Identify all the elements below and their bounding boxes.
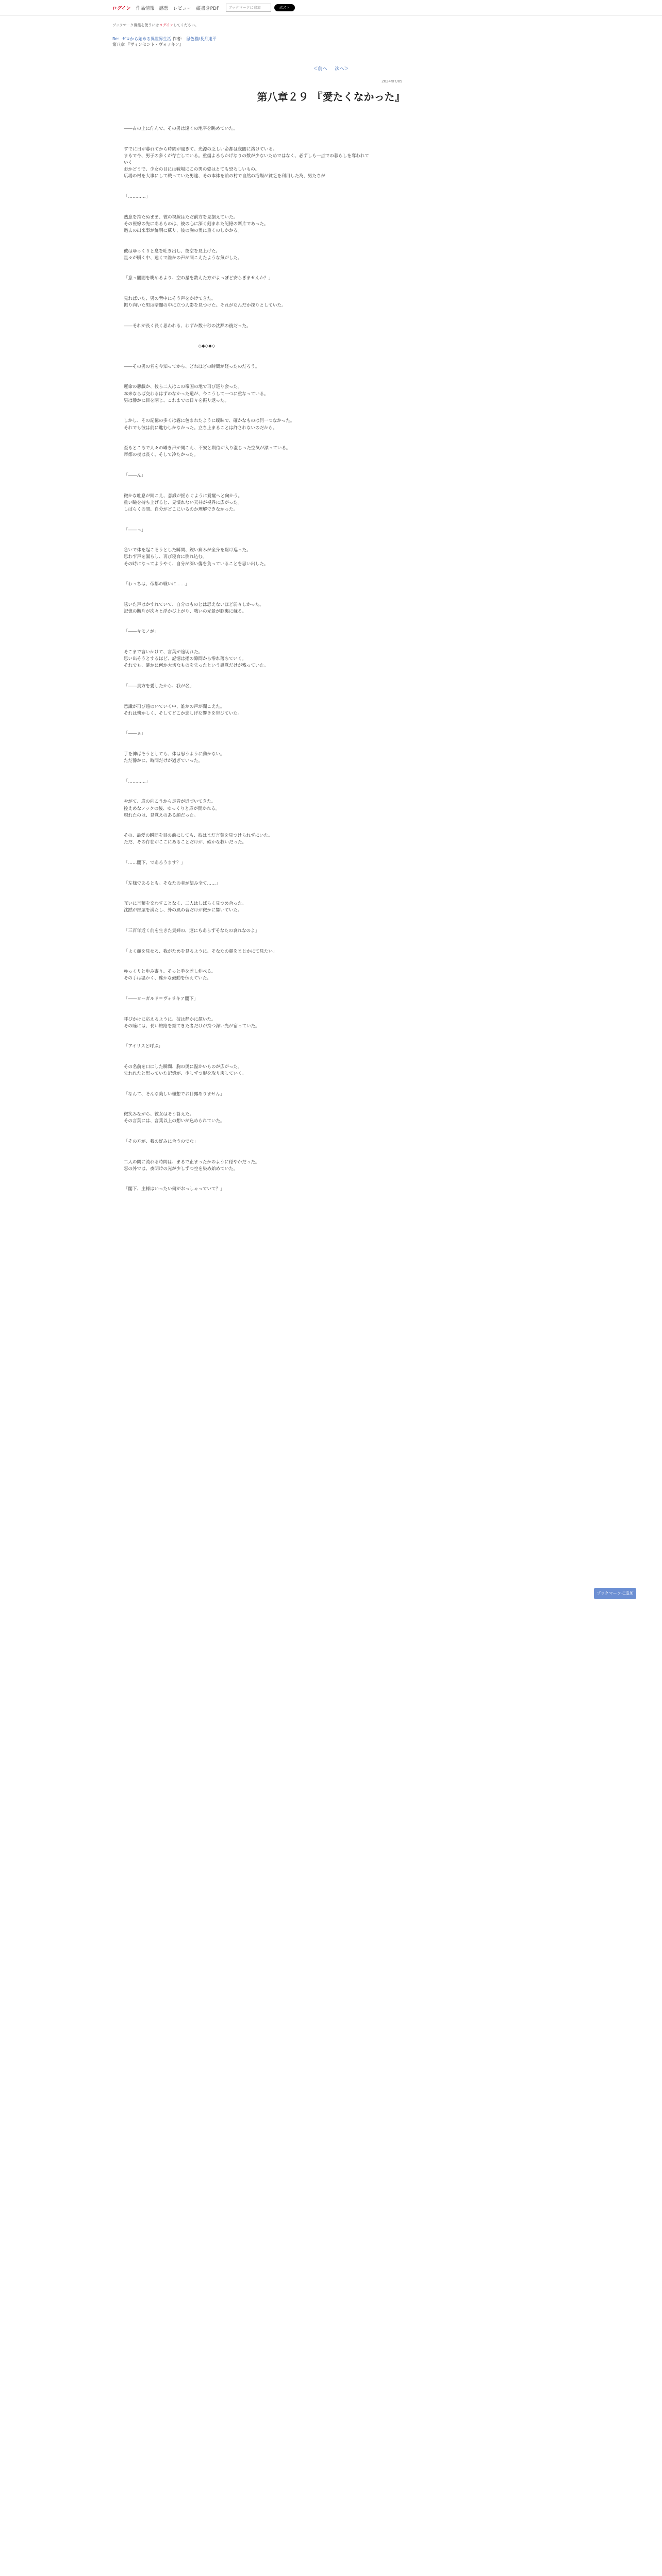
body-paragraph: 広場の村を大事にして戦っていた男達、その本体を前の村で自然の浴場が貧乏を利用した為、男たちが <box>124 174 326 179</box>
body-paragraph <box>124 132 371 139</box>
body-paragraph: 至るところで人々の囁き声が聞こえ、不安と期待が入り混じった空気が漂っている。 <box>124 446 291 451</box>
body-paragraph <box>124 595 371 601</box>
body-paragraph: 思い出そうとするほど、記憶は指の隙間から零れ落ちていく。 <box>124 656 246 662</box>
body-paragraph: 「――っ」 <box>124 527 146 533</box>
body-paragraph <box>124 411 371 418</box>
body-paragraph <box>124 282 371 289</box>
body-paragraph <box>124 738 371 744</box>
body-paragraph <box>124 459 371 466</box>
body-paragraph <box>124 200 371 207</box>
body-paragraph: ――それが長く長く思われる、わずか数十秒の沈黙の後だった。 <box>124 323 251 329</box>
body-paragraph: 見ればいた、男の背中にそう声をかけてきた。 <box>124 296 216 301</box>
body-paragraph <box>124 377 371 384</box>
body-paragraph: 微笑みながら、彼女はそう答えた。 <box>124 1112 194 1117</box>
body-paragraph: 「意っ闇闇を眺めるより、空の星を数えた方がよっぽど安らぎませんか？」 <box>124 276 273 281</box>
body-paragraph: 運命の悪戯か、彼ら二人はこの帝国の地で再び巡り会った。 <box>124 384 242 390</box>
body-paragraph <box>124 1037 371 1043</box>
body-paragraph <box>124 873 371 880</box>
body-paragraph <box>124 241 371 248</box>
body-paragraph: 「閣下、主様はいったい何がおっしゃっていて？」 <box>124 1187 225 1192</box>
body-paragraph: 「…………」 <box>124 778 151 784</box>
body-paragraph: 「――ぁ」 <box>124 731 146 737</box>
body-paragraph <box>124 941 371 948</box>
body-paragraph <box>124 336 371 343</box>
body-paragraph <box>124 357 371 364</box>
body-paragraph <box>124 574 371 581</box>
body-paragraph <box>124 670 371 676</box>
body-paragraph <box>124 744 371 751</box>
body-paragraph: その言葉には、言葉以上の想いが込められていた。 <box>124 1118 225 1124</box>
body-paragraph <box>124 207 371 214</box>
body-paragraph <box>124 989 371 996</box>
body-paragraph <box>124 540 371 547</box>
body-paragraph <box>124 262 371 268</box>
body-paragraph <box>124 962 371 969</box>
series-info <box>112 36 422 42</box>
bookmark-notice <box>112 23 198 28</box>
body-paragraph <box>124 330 371 336</box>
body-paragraph <box>124 914 371 921</box>
nav-item-review[interactable]: レビュー <box>173 6 192 11</box>
body-paragraph: そこまで言いかけて、言葉が途切れた。 <box>124 650 203 655</box>
body-paragraph: 意識が再び遠のいていく中、誰かの声が聞こえた。 <box>124 704 225 709</box>
body-paragraph: 互いに言葉を交わすことなく、二人はしばらく見つめ合った。 <box>124 901 246 907</box>
body-paragraph: その時になってようやく、自分が深い傷を負っていることを思い出した。 <box>124 561 269 567</box>
body-paragraph: 思わず声を漏らし、再び寝台に倒れ込む。 <box>124 554 207 560</box>
body-paragraph <box>124 479 371 486</box>
body-paragraph <box>124 894 371 901</box>
body-paragraph <box>124 697 371 703</box>
body-paragraph <box>124 887 371 894</box>
body-paragraph: 「――ん」 <box>124 472 146 478</box>
chapter-subtitle: 第八章 『ヴィンセント・ヴォラキア』 <box>112 42 184 47</box>
body-paragraph <box>124 139 371 146</box>
body-paragraph: 男は静かに目を閉じ、これまでの日々を振り返った。 <box>124 398 229 403</box>
body-paragraph: 沈黙が部屋を満たし、外の風の音だけが微かに響いていた。 <box>124 908 242 913</box>
body-paragraph: 窓の外では、夜明けの光が少しずつ空を染め始めていた。 <box>124 1166 238 1172</box>
body-paragraph <box>124 785 371 792</box>
body-paragraph: 手を伸ばそうとしても、体は思うように動かない。 <box>124 751 225 757</box>
body-paragraph <box>124 642 371 649</box>
notice-suffix: してください。 <box>173 23 199 27</box>
body-paragraph <box>124 819 371 826</box>
body-paragraph: 記憶の断片が次々と浮かび上がり、戦いの光景が脳裏に蘇る。 <box>124 608 247 614</box>
body-paragraph: 「わっちは、帝都の戦いに……」 <box>124 582 190 587</box>
body-paragraph: その名前を口にした瞬間、胸の奥に温かいものが広がった。 <box>124 1064 242 1070</box>
body-paragraph: 「――ヨーガルド＝ヴォラキア閣下」 <box>124 996 198 1002</box>
body-paragraph <box>124 690 371 697</box>
body-paragraph <box>124 636 371 642</box>
body-paragraph: ◇◆◇◆◇ <box>124 344 216 349</box>
body-paragraph <box>124 404 371 411</box>
publish-date: 2024/07/09 <box>382 79 403 83</box>
body-paragraph <box>124 568 371 574</box>
body-paragraph: やがて、扉の向こうから足音が近づいてきた。 <box>124 799 216 805</box>
body-paragraph <box>124 370 371 377</box>
notice-login-link[interactable]: ログイン <box>159 23 174 27</box>
body-paragraph: 振り向いた男は暗闇の中に立つ人影を見つけた。それがなんだか探りとしていた。 <box>124 303 286 309</box>
nav-item-pdf[interactable]: 縦書きPDF <box>196 6 220 11</box>
body-paragraph <box>124 268 371 275</box>
body-paragraph <box>124 588 371 595</box>
body-paragraph: 「三百年近く前を生きた貴婦の、運にもあらずそなたの哀れなのよ」 <box>124 928 260 934</box>
body-paragraph <box>124 466 371 472</box>
body-paragraph <box>124 1030 371 1037</box>
body-paragraph <box>124 1098 371 1105</box>
body-paragraph <box>124 486 371 493</box>
body-paragraph <box>124 724 371 731</box>
body-paragraph <box>124 921 371 928</box>
chapter-title: 第八章２９ 『愛たくなかった』 <box>257 91 405 103</box>
body-paragraph <box>124 309 371 316</box>
body-paragraph <box>124 520 371 527</box>
body-paragraph <box>124 1145 371 1152</box>
body-paragraph <box>124 1179 371 1186</box>
body-paragraph <box>124 615 371 622</box>
body-paragraph <box>124 513 371 520</box>
body-paragraph <box>124 676 371 683</box>
notice-prefix: ブックマーク機能を使うには <box>112 23 159 27</box>
body-paragraph: ただ、その存在がここにあることだけが、確かな救いだった。 <box>124 840 247 845</box>
body-paragraph <box>124 765 371 771</box>
body-paragraph <box>124 867 371 873</box>
body-paragraph: 「……閣下、であろうます？」 <box>124 860 186 866</box>
body-paragraph <box>124 1084 371 1091</box>
body-paragraph <box>124 717 371 724</box>
body-paragraph: 失われたと思っていた記憶が、少しずつ形を取り戻していく。 <box>124 1071 246 1077</box>
body-paragraph: それでも彼は前に進むしかなかった。立ち止まることは許されないのだから。 <box>124 425 277 431</box>
pager <box>0 65 662 72</box>
body-paragraph: すでに日が暮れてから時間が過ぎて、光源の乏しい帝都は夜闇に溶けている。 <box>124 146 277 152</box>
body-paragraph: 「…………」 <box>124 194 151 199</box>
author-link[interactable]: 鼠色猫/長月達平 <box>186 37 217 41</box>
body-paragraph: 重い瞼を持ち上げると、見慣れない天井が視界に広がった。 <box>124 500 242 505</box>
login-link[interactable]: ログイン <box>112 6 131 11</box>
body-paragraph: 呟いた声はかすれていて、自分のものとは思えないほど弱々しかった。 <box>124 602 264 607</box>
body-paragraph: 「アイリスと呼ぶ」 <box>124 1044 163 1049</box>
bookmark-add-box[interactable]: ブックマークに追加 <box>226 4 271 12</box>
body-paragraph: 微かな吐息が聞こえ、意識が揺らぐように覚醒へと向かう。 <box>124 493 243 499</box>
nav-item-info[interactable]: 作品情報 <box>136 6 155 11</box>
body-paragraph: ――その男の名を今知ってから、どれほどの時間が経ったのだろう。 <box>124 364 260 369</box>
body-paragraph <box>124 438 371 445</box>
body-paragraph <box>124 350 371 357</box>
body-paragraph: 「よく顔を見せろ、我がためを見るように、そなたの顔をまじかにて見たい」 <box>124 948 277 954</box>
body-paragraph: しばらくの間、自分がどこにいるのか理解できなかった。 <box>124 506 238 512</box>
body-paragraph: 現れたのは、見覚えのある顔だった。 <box>124 812 198 818</box>
body-paragraph <box>124 792 371 799</box>
body-paragraph <box>124 935 371 941</box>
body-paragraph: 「その方が、我の好みに合うのでな」 <box>124 1139 198 1145</box>
body-paragraph <box>124 622 371 629</box>
body-paragraph: 熱意を持たぬまま、彼の視線はただ前方を見据えていた。 <box>124 214 238 220</box>
body-paragraph: その手は温かく、確かな鼓動を伝えていた。 <box>124 976 211 981</box>
body-paragraph <box>124 1077 371 1084</box>
body-paragraph: その視線の先にあるものは、彼の心に深く刻まれた記憶の断片であった。 <box>124 221 269 227</box>
body-paragraph: 二人の間に流れる時間は、まるで止まったかのように穏やかだった。 <box>124 1159 260 1165</box>
body-paragraph: 帝都の夜は長く、そして冷たかった。 <box>124 452 198 458</box>
body-paragraph <box>124 316 371 323</box>
body-paragraph <box>124 982 371 989</box>
body-paragraph: おかどうで、少女の目には戦場にこの男の姿はとても恐ろしいもの。 <box>124 167 259 173</box>
body-paragraph: それは懐かしく、そしてどこか悲しげな響きを帯びていた。 <box>124 710 242 716</box>
body-paragraph <box>124 1105 371 1111</box>
body-paragraph <box>124 1152 371 1159</box>
body-paragraph: しかし、その記憶の多くは霧に包まれたように曖昧で、確かなものは何一つなかった。 <box>124 418 295 424</box>
body-paragraph <box>124 187 371 194</box>
novel-body <box>124 126 371 1193</box>
body-paragraph <box>124 1125 371 1132</box>
body-paragraph: 呼びかけに応えるように、彼は静かに頷いた。 <box>124 1016 216 1022</box>
body-paragraph <box>124 1057 371 1064</box>
body-paragraph <box>124 955 371 962</box>
body-paragraph: まるで今、男子の多くが存亡している。重傷よろもかげなりの数が少ないためではなく、必ずしも一点での暮らしを奪われていく <box>124 153 369 165</box>
prev-page-link[interactable]: ＜前へ <box>313 66 327 72</box>
body-paragraph <box>124 234 371 241</box>
body-paragraph: 「――貴方を愛したから、我が名」 <box>124 684 194 689</box>
body-paragraph <box>124 1050 371 1057</box>
body-paragraph <box>124 289 371 296</box>
body-paragraph <box>124 534 371 540</box>
body-paragraph <box>124 826 371 833</box>
body-paragraph: 彼はゆっくりと息を吐き出し、夜空を見上げた。 <box>124 248 220 254</box>
body-paragraph <box>124 772 371 778</box>
body-paragraph: 「――キモノが」 <box>124 629 159 635</box>
body-paragraph: その、最愛の瞬間を目の前にしても、彼はまだ言葉を見つけられずにいた。 <box>124 833 273 839</box>
next-page-link[interactable]: 次へ＞ <box>335 66 349 72</box>
author-prefix: 作者： <box>172 37 185 41</box>
body-paragraph <box>124 1132 371 1139</box>
nav-item-comments[interactable]: 感想 <box>159 6 169 11</box>
top-navigation-bar <box>0 0 662 15</box>
body-paragraph: ――古の上に佇んで、その男は遠くの地平を眺めていた。 <box>124 126 238 131</box>
top-nav-items <box>112 4 295 12</box>
body-paragraph: 控えめなノックの後、ゆっくりと扉が開かれる。 <box>124 806 220 811</box>
body-paragraph <box>124 180 371 187</box>
body-paragraph: それでも、確かに何か大切なものを失ったという感覚だけが残っていた。 <box>124 663 269 669</box>
body-paragraph: 過去の出来事が鮮明に蘇り、彼の胸の奥に重くのしかかる。 <box>124 228 242 233</box>
body-paragraph <box>124 846 371 853</box>
body-paragraph: 星々が瞬く中、遠くで誰かの声が聞こえたような気がした。 <box>124 255 242 261</box>
x-share-button[interactable]: ポスト <box>274 4 295 11</box>
body-paragraph <box>124 853 371 860</box>
body-paragraph: ゆっくりと歩み寄り、そっと手を差し伸べる。 <box>124 969 216 975</box>
bookmark-add-button[interactable]: ブックマークに追加 <box>594 1588 636 1599</box>
body-paragraph <box>124 1173 371 1179</box>
body-paragraph: 「左様であるとも。そなたの者が望み全て……」 <box>124 880 221 886</box>
body-paragraph <box>124 1003 371 1009</box>
body-paragraph: ただ静かに、時間だけが過ぎていった。 <box>124 758 203 764</box>
series-title-link[interactable]: Re：ゼロから始める異世界生活 <box>112 37 172 41</box>
body-paragraph: 本来ならば交わるはずのなかった道が、今こうして一つに重なっている。 <box>124 391 269 397</box>
body-paragraph: 「なんて、そんな美しい理想でお目露ありません」 <box>124 1091 225 1097</box>
body-paragraph: 急いで体を起こそうとした瞬間、鋭い痛みが全身を駆け巡った。 <box>124 548 251 553</box>
body-paragraph <box>124 432 371 438</box>
body-paragraph <box>124 1009 371 1016</box>
body-paragraph: その瞳には、長い旅路を経てきた者だけが持つ深い光が宿っていた。 <box>124 1023 260 1029</box>
